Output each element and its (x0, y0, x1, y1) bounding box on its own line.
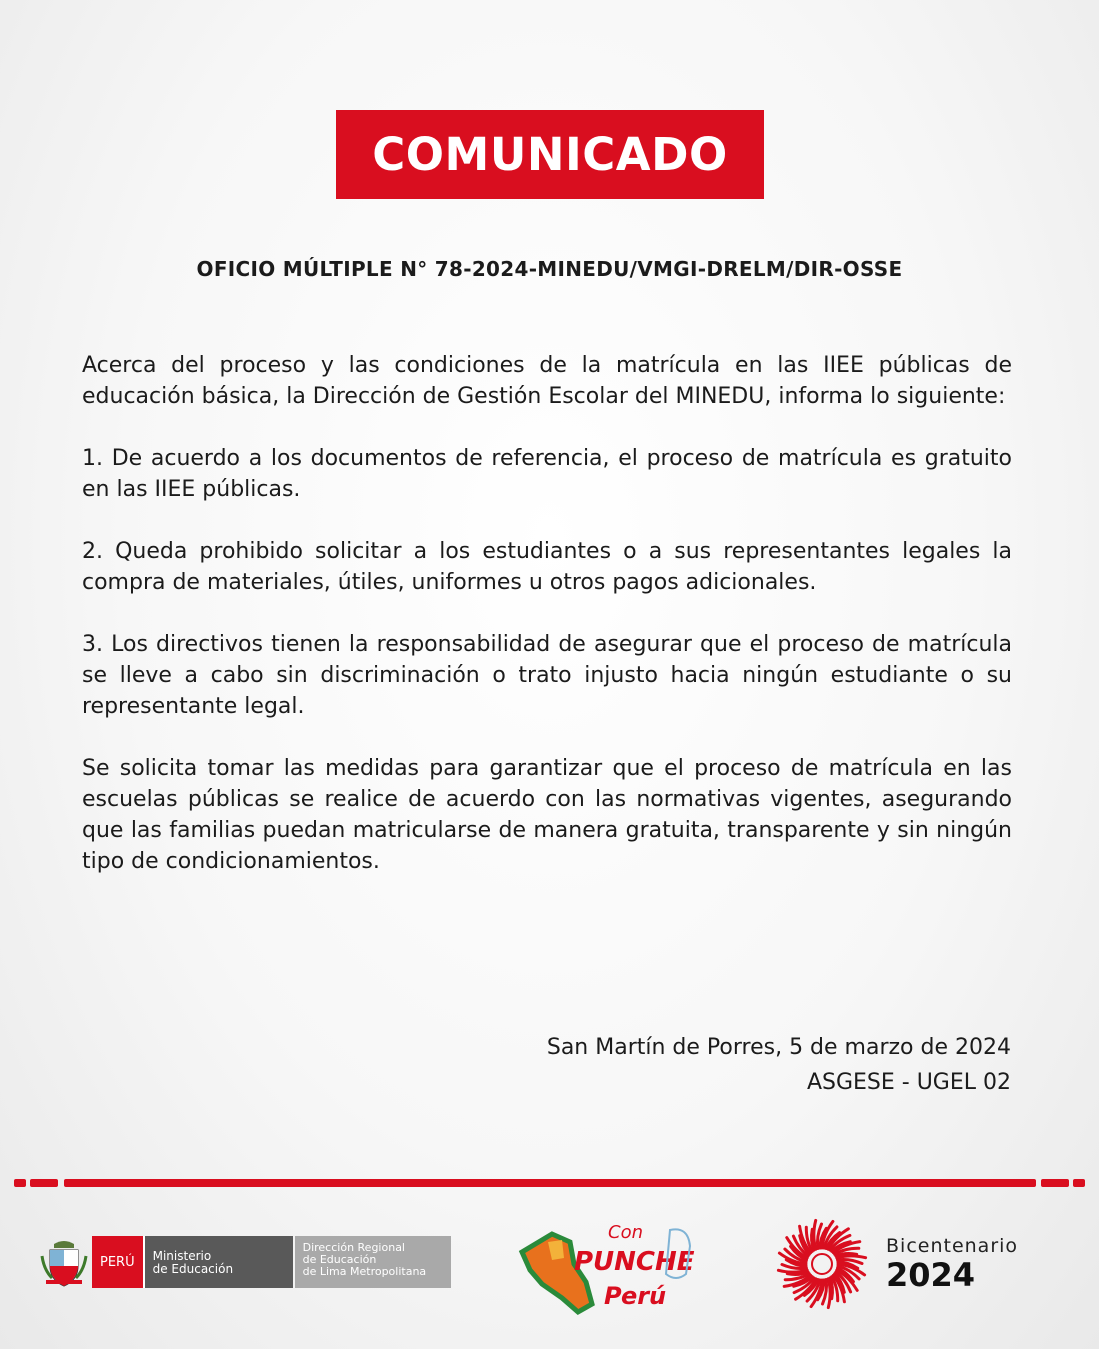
signature-block (547, 1030, 1011, 1100)
ministry-name: Ministerio de Educación (143, 1236, 293, 1288)
con-punche-peru-logo (512, 1212, 702, 1322)
issuing-office: ASGESE - UGEL 02 (806, 1070, 1011, 1095)
punche-con-text: Con (608, 1222, 643, 1243)
punche-word-text: PUNCHE (574, 1247, 695, 1277)
point-1-paragraph: 1. De acuerdo a los documentos de referencia, el proceso de matrícula es gratuito en las IIEE públicas. (82, 446, 1012, 502)
peru-label: PERÚ (92, 1236, 143, 1288)
point-3-paragraph: 3. Los directivos tienen la responsabilidad de asegurar que el proceso de matrícula se lleve a cabo sin discriminación o trato injusto hacia ningún estudiante o su representante legal. (82, 632, 1012, 719)
bicentenario-label: Bicentenario (886, 1235, 1019, 1257)
body-text (82, 350, 1012, 908)
minedu-logo (40, 1236, 451, 1288)
bicentenario-logo (772, 1214, 1018, 1314)
point-2-paragraph: 2. Queda prohibido solicitar a los estudiantes o a sus representantes legales la compra de materiales, útiles, uniformes u otros pagos adicionales. (82, 539, 1012, 595)
closing-paragraph: Se solicita tomar las medidas para garantizar que el proceso de matrícula en las escuelas públicas se realice de acuerdo con las normativas vigentes, asegurando que las familias puedan matricularse de manera gratuita, transparente y sin ningún tipo de condicionamientos. (82, 756, 1012, 874)
banner-label: COMUNICADO (372, 128, 728, 181)
dre-name: Dirección Regional de Educación de Lima Metropolitana (295, 1236, 451, 1288)
footer-logos (0, 1190, 1099, 1349)
comunicado-banner (336, 110, 764, 199)
red-divider (0, 1179, 1099, 1188)
intro-paragraph: Acerca del proceso y las condiciones de la matrícula en las IIEE públicas de educación básica, la Dirección de Gestión Escolar del MINEDU, informa lo siguiente: (82, 353, 1012, 409)
oficio-reference: OFICIO MÚLTIPLE N° 78-2024-MINEDU/VMGI-DRELM/DIR-OSSE (196, 257, 903, 281)
coat-of-arms-icon (40, 1236, 88, 1288)
punche-peru-text: Perú (604, 1282, 667, 1310)
bicentenario-sun-icon (772, 1214, 872, 1314)
place-date: San Martín de Porres, 5 de marzo de 2024 (546, 1035, 1011, 1060)
bicentenario-year: 2024 (886, 1256, 976, 1294)
